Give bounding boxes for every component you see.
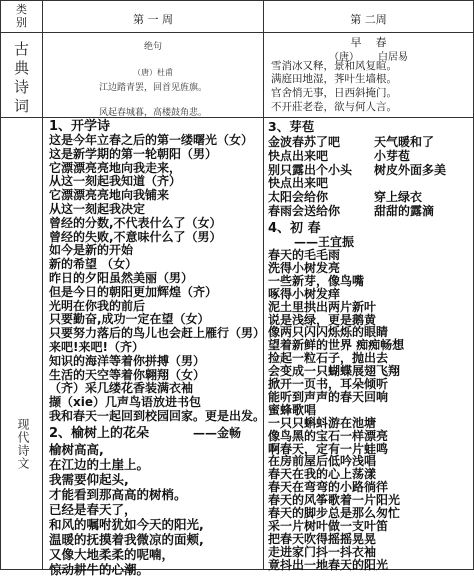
poem-line: 把春天吹得摇摇晃晃 [268,531,377,546]
poem-line: 在房前屋后低吟浅唱 [268,454,377,469]
poem-line: 曾经的失败,不意味什么了（男） [49,229,222,244]
poem-line: 洗得小树发亮 [268,260,341,275]
poem-line: 新的希望 （女） [49,257,138,272]
poem4-author: ——王宜振 [294,235,355,249]
poem-line: 从这一刻起我决定 [49,202,146,216]
header-category-cell [1,1,42,32]
poem-line: 我和春天一起回到校园回家。更是出发。 [49,409,266,423]
header-week1-cell [43,1,263,32]
poem-line: 太阳会给你 [268,190,329,205]
poem-line: 知识的海洋等着你拼搏（男） [49,353,206,368]
poem-line: 从这一刻起我知道（齐） [49,174,182,189]
poem-line: 江边踏青罢，回首见旌旗。 [98,83,207,93]
poem-line: 只要勤奋,成功一定在望（女） [49,312,210,327]
poem-line: 泥土里拱出两片新叶 [268,299,377,314]
poem-line: 在江边的土崖上。 [49,457,150,472]
poem-line: 走进家门抖一抖衣袖 [268,544,377,559]
poem-line: 采一片树叶做一支叶笛 [268,518,389,533]
poem-line: 已经是春天了， [49,502,137,517]
poem-author-dufu: （唐）杜甫 [133,68,173,77]
poem-line: 天气暖和了 [374,135,435,149]
classical-char-4: 词 [13,97,29,115]
poem-line: 我需要仰起头, [49,472,129,487]
poem-line: 会变成一只蝴蝶展翅飞翔 [268,364,401,379]
poem-line: 满庭田地湿，荠叶生墙根。 [271,73,397,85]
poem-line: 蜜蜂歌唱 [268,402,317,417]
poem-line: 一些新芽，像鸟嘴 [268,273,365,288]
modern-left-cell [43,118,266,577]
poem-title-zaochun: 早 春 [350,36,387,49]
poem-line: 春天的毛毛雨 [268,248,341,262]
poem4-title: 4、初 春 [268,221,321,236]
poem-line: 撷（xie）几声鸟语放进书包 [49,395,201,410]
classical-week1-cell [43,33,263,117]
poem-line: 它漂漂亮亮地向我走来， [49,160,182,175]
poem-line: 和风的嘱咐犹如今天的阳光, [49,517,204,532]
poem-line: 不开莊老卷，欲与何人言。 [271,101,397,113]
classical-char-3: 诗 [13,78,29,96]
modern-label-cell [1,118,42,569]
poem-line: 望着新鲜的世界 痴痴畅想 [268,338,405,353]
poem-line: 别只露出个小头 [268,162,353,177]
poem-line: 才能看到那高高的树梢。 [49,487,187,502]
modern-right-cell [264,118,473,572]
poem-line: 说是浅绿，更是鹅黄 [268,312,377,327]
poem-line: 春天在弯弯的小路徜徉 [268,480,389,495]
poem-line: 啄得小树发痒 [268,286,341,301]
poem-line: 像两只闪闪烁烁的眼睛 [268,325,389,340]
classical-week2-cell [264,33,473,117]
poem-line: 来吧!来吧!（齐） [49,340,144,354]
poem-line: 金波春苏了吧 [268,135,341,149]
modern-label: 现代诗文 [16,418,30,470]
poem-line: 雪消冰又释，景和风复暄。 [271,60,397,72]
poem-line: 小芽苞 [374,148,411,163]
poem-line: 捡起一粒石子，抛出去 [268,351,389,366]
classical-char-2: 典 [13,59,29,77]
poem-line: 春天的风筝歌着一片阳光 [268,493,401,508]
poem-line: 快点出来吧 [268,176,329,191]
poem-line: 风起春城暮，高楼鼓角悲。 [98,108,207,118]
poem-line: 又像大地柔柔的呢喃， [49,547,175,562]
poem-line: 生活的天空等着你翱翔（女） [49,367,206,382]
poem-line: 如今是新的开始 [49,243,134,258]
classical-char-1: 古 [13,40,29,58]
poem-line: 一只只蝌蚪游在池塘 [268,415,377,430]
header-week2-cell [264,1,473,32]
poem-line: 树皮外面多美 [374,162,447,177]
poem-line: 昨日的夕阳虽然美丽（男） [49,271,194,285]
poem-line: 温暖的抚摸着我微凉的面颊, [49,532,204,547]
poem-line: 这是新学期的第一轮朝阳（男） [49,146,218,161]
poem-line: 快点出来吧 [268,148,329,163]
poem2-title: 2、榆树上的花朵 [49,426,150,441]
poem-line: 掀开一页书，耳朵倾听 [268,377,389,391]
poem-line: 只要努力落后的鸟儿也会赶上雁行（男） [49,326,266,341]
poem-line: 惊动耕牛的心潮。 [49,562,150,577]
poem-line: 但是今日的朝阳更加辉煌（齐） [49,284,218,299]
week1-label: 第 一 周 [133,13,173,26]
classical-label-cell [1,33,42,117]
week2-label: 第 二周 [350,13,387,26]
poem-line: 春雨会送给你 [268,204,341,218]
poem-line: 甜甜的露滴 [374,204,435,218]
poem-line: 像鸟黑的宝石一样漂亮 [268,428,389,443]
poem-author-baijuyi: （唐） 白居易 [328,52,409,63]
poem-line: 这是今年立春之后的第一缕曙光（女） [49,133,254,147]
poem-line: 穿上绿衣 [374,190,423,205]
poem-line: 竟抖出一地春天的阳光 [268,557,389,572]
poem-line: 春天在我的心上荡漾 [268,467,377,482]
poem-line: 能听到声声的春天回响 [268,389,389,404]
category-label: 类 别 [16,3,27,29]
poem-line: 光明在你我的前后 [49,298,146,313]
poem-line: 榆树高高, [49,442,104,457]
poem-line: 它漂漂亮亮地向我铺来 [49,188,170,203]
poem-line: 曾经的分数,不代表什么了（女） [49,215,222,230]
poem-line: 春天的脚步总是那么匆忙 [268,506,401,520]
poem3-title: 3、芽苞 [268,119,315,134]
poem-line: （齐）采几缕花香装满衣袖 [49,381,194,396]
poem1-title: 1、开学诗 [49,119,111,134]
poem-line: 官舍悄无事，日西斜掩门。 [271,87,397,99]
poem-title-jueju: 绝句 [143,42,162,52]
poem-line: 啊春天，定有一片蛙鸣 [268,441,389,456]
poem2-author: ——金畅 [193,426,242,440]
